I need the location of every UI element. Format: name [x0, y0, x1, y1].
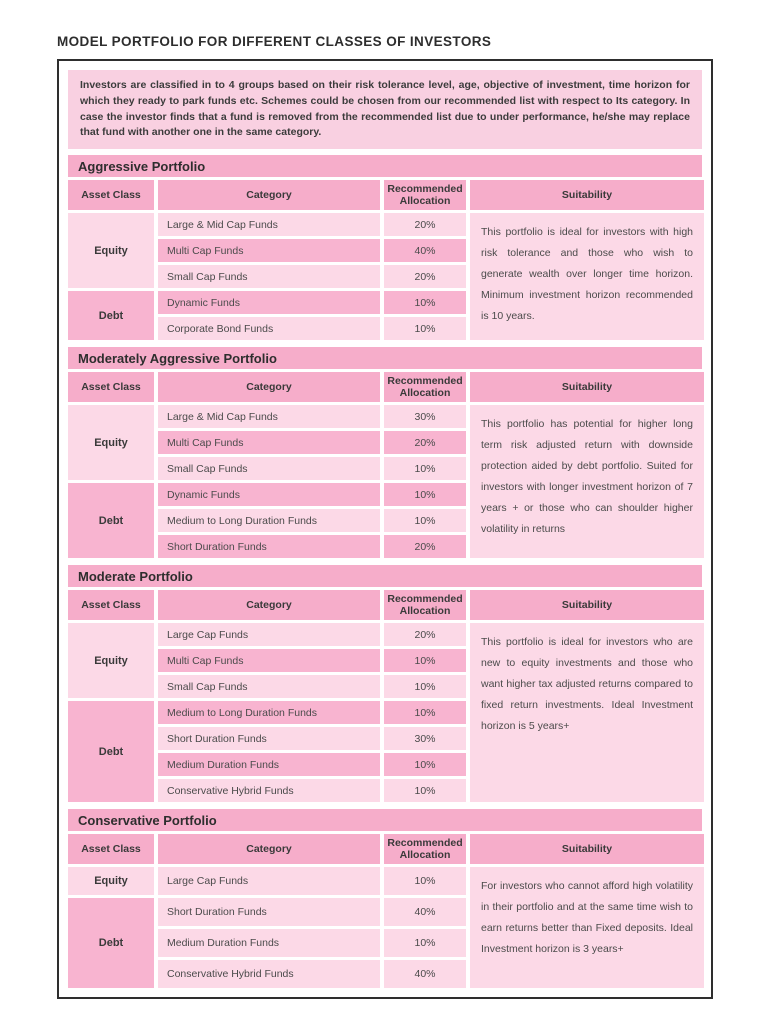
- column-header-asset-class: Asset Class: [68, 372, 154, 402]
- category-cell: Short Duration Funds: [158, 535, 380, 558]
- allocation-cell: 20%: [384, 535, 466, 558]
- portfolio-section-moderately-aggressive: [68, 347, 702, 558]
- asset-class-cell-debt: Debt: [68, 701, 154, 802]
- allocation-cell: 10%: [384, 675, 466, 698]
- asset-class-cell-equity: Equity: [68, 867, 154, 895]
- column-header-category: Category: [158, 834, 380, 864]
- column-header-allocation: Recommended Allocation: [384, 590, 466, 620]
- allocation-cell: 10%: [384, 753, 466, 776]
- allocation-cell: 10%: [384, 317, 466, 340]
- category-cell: Dynamic Funds: [158, 291, 380, 314]
- allocation-cell: 10%: [384, 701, 466, 724]
- category-cell: Multi Cap Funds: [158, 239, 380, 262]
- asset-class-cell-debt: Debt: [68, 483, 154, 558]
- allocation-cell: 10%: [384, 779, 466, 802]
- allocation-cell: 20%: [384, 265, 466, 288]
- allocation-cell: 30%: [384, 727, 466, 750]
- allocation-cell: 10%: [384, 867, 466, 895]
- category-cell: Medium to Long Duration Funds: [158, 701, 380, 724]
- category-cell: Conservative Hybrid Funds: [158, 960, 380, 988]
- portfolio-table: [68, 180, 702, 340]
- category-cell: Multi Cap Funds: [158, 649, 380, 672]
- portfolio-section-conservative: [68, 809, 702, 988]
- asset-class-cell-equity: Equity: [68, 623, 154, 698]
- column-header-allocation: Recommended Allocation: [384, 834, 466, 864]
- asset-class-cell-debt: Debt: [68, 291, 154, 340]
- portfolio-title: Aggressive Portfolio: [68, 155, 702, 177]
- category-cell: Dynamic Funds: [158, 483, 380, 506]
- intro-paragraph: Investors are classified in to 4 groups based on their risk tolerance level, age, objective of investment, time horizon for which they ready to park funds etc. Schemes could be chosen from our recommended list with respect to Its category. In case the investor finds that a fund is removed from the recommended list due to under performance, he/she may replace that fund with another one in the same category.: [68, 70, 702, 149]
- column-header-suitability: Suitability: [470, 590, 704, 620]
- allocation-cell: 40%: [384, 898, 466, 926]
- page-title: MODEL PORTFOLIO FOR DIFFERENT CLASSES OF INVESTORS: [57, 34, 492, 49]
- suitability-cell: For investors who cannot afford high volatility in their portfolio and at the same time wish to earn returns better than Fixed deposits. Ideal Investment horizon is 3 years+: [470, 867, 704, 988]
- allocation-cell: 20%: [384, 623, 466, 646]
- portfolio-title: Conservative Portfolio: [68, 809, 702, 831]
- allocation-cell: 40%: [384, 960, 466, 988]
- column-header-allocation: Recommended Allocation: [384, 372, 466, 402]
- category-cell: Small Cap Funds: [158, 457, 380, 480]
- suitability-cell: This portfolio is ideal for investors who are new to equity investments and those who want higher tax adjusted returns compared to fixed return investments. Ideal Investment horizon is 5 years+: [470, 623, 704, 802]
- category-cell: Multi Cap Funds: [158, 431, 380, 454]
- column-header-asset-class: Asset Class: [68, 590, 154, 620]
- portfolio-section-moderate: [68, 565, 702, 802]
- category-cell: Short Duration Funds: [158, 898, 380, 926]
- category-cell: Large Cap Funds: [158, 867, 380, 895]
- category-cell: Large & Mid Cap Funds: [158, 213, 380, 236]
- allocation-cell: 10%: [384, 509, 466, 532]
- asset-class-cell-equity: Equity: [68, 213, 154, 288]
- category-cell: Medium Duration Funds: [158, 753, 380, 776]
- allocation-cell: 30%: [384, 405, 466, 428]
- category-cell: Small Cap Funds: [158, 265, 380, 288]
- asset-class-cell-equity: Equity: [68, 405, 154, 480]
- column-header-category: Category: [158, 372, 380, 402]
- allocation-cell: 20%: [384, 431, 466, 454]
- allocation-cell: 10%: [384, 649, 466, 672]
- suitability-cell: This portfolio is ideal for investors with high risk tolerance and those who wish to generate wealth over longer time horizon. Minimum investment horizon recommended is 10 years.: [470, 213, 704, 340]
- portfolio-table: [68, 590, 702, 802]
- content-frame: [57, 59, 713, 999]
- category-cell: Short Duration Funds: [158, 727, 380, 750]
- allocation-cell: 10%: [384, 291, 466, 314]
- allocation-cell: 20%: [384, 213, 466, 236]
- column-header-asset-class: Asset Class: [68, 180, 154, 210]
- column-header-category: Category: [158, 590, 380, 620]
- suitability-cell: This portfolio has potential for higher long term risk adjusted return with downside protection aided by debt portfolio. Suited for investors with longer investment horizon of 7 years + or those who can shoulder higher volatility in returns: [470, 405, 704, 558]
- allocation-cell: 10%: [384, 929, 466, 957]
- portfolio-section-aggressive: [68, 155, 702, 340]
- portfolio-table: [68, 372, 702, 558]
- portfolio-title: Moderately Aggressive Portfolio: [68, 347, 702, 369]
- portfolio-title: Moderate Portfolio: [68, 565, 702, 587]
- asset-class-cell-debt: Debt: [68, 898, 154, 988]
- allocation-cell: 10%: [384, 483, 466, 506]
- category-cell: Corporate Bond Funds: [158, 317, 380, 340]
- allocation-cell: 40%: [384, 239, 466, 262]
- column-header-suitability: Suitability: [470, 834, 704, 864]
- column-header-asset-class: Asset Class: [68, 834, 154, 864]
- category-cell: Medium to Long Duration Funds: [158, 509, 380, 532]
- category-cell: Small Cap Funds: [158, 675, 380, 698]
- column-header-suitability: Suitability: [470, 372, 704, 402]
- category-cell: Large & Mid Cap Funds: [158, 405, 380, 428]
- category-cell: Medium Duration Funds: [158, 929, 380, 957]
- column-header-category: Category: [158, 180, 380, 210]
- category-cell: Large Cap Funds: [158, 623, 380, 646]
- portfolio-table: [68, 834, 702, 988]
- allocation-cell: 10%: [384, 457, 466, 480]
- column-header-suitability: Suitability: [470, 180, 704, 210]
- column-header-allocation: Recommended Allocation: [384, 180, 466, 210]
- category-cell: Conservative Hybrid Funds: [158, 779, 380, 802]
